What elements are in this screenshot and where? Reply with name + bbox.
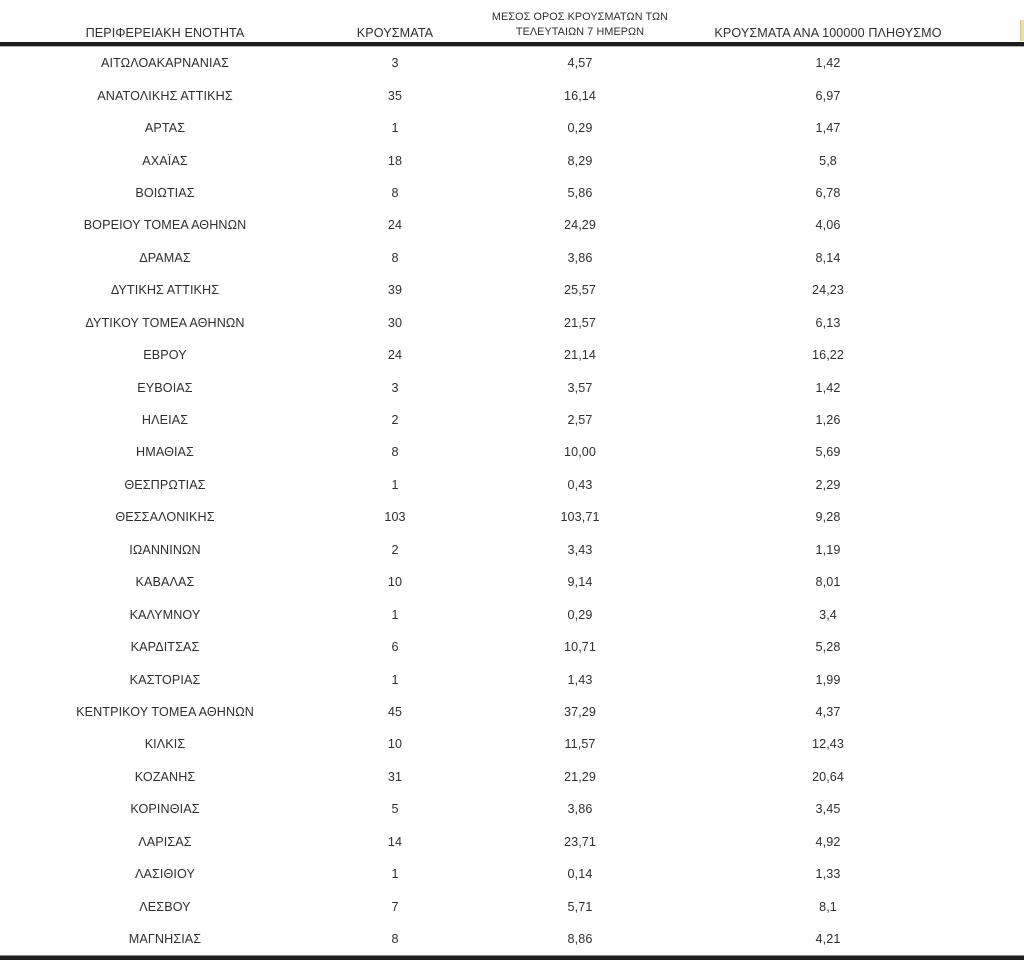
per100k-cell: 1,42 [815, 380, 841, 395]
avg7-cell: 0,43 [567, 477, 593, 492]
per100k-cell: 8,14 [815, 250, 841, 265]
avg7-cell: 21,29 [563, 769, 596, 784]
per100k-cell: 2,29 [815, 477, 841, 492]
region-cell: ΚΟΡΙΝΘΙΑΣ [130, 802, 200, 817]
region-cell: ΗΜΑΘΙΑΣ [136, 445, 194, 460]
per100k-cell: 20,64 [811, 769, 844, 784]
bottom-rule [0, 955, 1024, 960]
table-row [0, 209, 1024, 241]
region-cell: ΗΛΕΙΑΣ [141, 413, 189, 428]
avg7-cell: 3,86 [567, 802, 593, 817]
cases-cell: 10 [387, 575, 403, 590]
region-cell: ΛΕΣΒΟΥ [139, 899, 191, 914]
region-cell: ΒΟΙΩΤΙΑΣ [135, 185, 195, 200]
cases-cell: 35 [387, 88, 403, 103]
region-cell: ΕΒΡΟΥ [143, 348, 187, 363]
cases-cell: 6 [391, 640, 399, 655]
avg7-cell: 0,29 [567, 121, 593, 136]
avg7-cell: 3,86 [567, 250, 593, 265]
region-cell: ΙΩΑΝΝΙΝΩΝ [129, 542, 201, 557]
table-row [0, 826, 1024, 858]
avg7-cell: 3,43 [567, 542, 593, 557]
cases-cell: 24 [387, 348, 403, 363]
avg7-cell: 2,57 [567, 413, 593, 428]
region-cell: ΚΟΖΑΝΗΣ [134, 769, 196, 784]
table-header-row [0, 0, 1024, 42]
cases-cell: 10 [387, 737, 403, 752]
avg7-cell: 21,14 [563, 348, 596, 363]
cases-cell: 5 [391, 802, 399, 817]
region-cell: ΚΑΣΤΟΡΙΑΣ [129, 672, 201, 687]
table-row [0, 598, 1024, 630]
region-cell: ΘΕΣΣΑΛΟΝΙΚΗΣ [115, 510, 215, 525]
table-row [0, 663, 1024, 695]
cases-cell: 3 [391, 380, 399, 395]
avg7-cell: 10,71 [563, 640, 596, 655]
col-header-cases: ΚΡΟΥΣΜΑΤΑ [356, 26, 434, 41]
avg7-cell: 8,29 [567, 153, 593, 168]
table-row [0, 728, 1024, 760]
per100k-cell: 4,92 [815, 834, 841, 849]
region-cell: ΛΑΡΙΣΑΣ [138, 834, 192, 849]
cases-cell: 8 [391, 445, 399, 460]
cases-cell: 103 [384, 510, 406, 525]
per100k-cell: 4,21 [815, 932, 841, 947]
table-row [0, 404, 1024, 436]
avg7-cell: 23,71 [563, 834, 596, 849]
cases-cell: 8 [391, 250, 399, 265]
avg7-cell: 10,00 [563, 445, 596, 460]
region-cell: ΑΝΑΤΟΛΙΚΗΣ ΑΤΤΙΚΗΣ [97, 88, 233, 103]
table-row [0, 242, 1024, 274]
region-cell: ΑΙΤΩΛΟΑΚΑΡΝΑΝΙΑΣ [101, 56, 229, 71]
region-cell: ΑΡΤΑΣ [144, 121, 186, 136]
col-header-avg7 [460, 10, 700, 41]
col-header-avg7-line1: ΜΕΣΟΣ ΟΡΟΣ ΚΡΟΥΣΜΑΤΩΝ ΤΩΝ [491, 10, 669, 23]
per100k-cell: 3,4 [819, 607, 837, 622]
per100k-cell: 3,45 [815, 802, 841, 817]
per100k-cell: 5,69 [815, 445, 841, 460]
col-header-region: ΠΕΡΙΦΕΡΕΙΑΚΗ ΕΝΟΤΗΤΑ [85, 26, 245, 41]
avg7-cell: 103,71 [560, 510, 600, 525]
per100k-cell: 8,1 [819, 899, 837, 914]
table-row [0, 923, 1024, 955]
per100k-cell: 8,01 [815, 575, 841, 590]
table-row [0, 534, 1024, 566]
cases-cell: 30 [387, 315, 403, 330]
avg7-cell: 0,14 [567, 867, 593, 882]
avg7-cell: 8,86 [567, 932, 593, 947]
table-row [0, 631, 1024, 663]
table-row [0, 696, 1024, 728]
region-cell: ΚΙΛΚΙΣ [144, 737, 186, 752]
table-row [0, 436, 1024, 468]
per100k-cell: 4,06 [815, 218, 841, 233]
region-cell: ΛΑΣΙΘΙΟΥ [135, 867, 195, 882]
region-cell: ΚΕΝΤΡΙΚΟΥ ΤΟΜΕΑ ΑΘΗΝΩΝ [76, 704, 254, 719]
avg7-cell: 21,57 [563, 315, 596, 330]
cases-cell: 31 [387, 769, 403, 784]
cases-cell: 1 [391, 121, 399, 136]
region-cell: ΕΥΒΟΙΑΣ [137, 380, 193, 395]
region-cell: ΘΕΣΠΡΩΤΙΑΣ [124, 477, 206, 492]
table-row [0, 469, 1024, 501]
avg7-cell: 16,14 [563, 88, 596, 103]
avg7-cell: 9,14 [567, 575, 593, 590]
table-row [0, 371, 1024, 403]
avg7-cell: 37,29 [563, 704, 596, 719]
per100k-cell: 5,28 [815, 640, 841, 655]
table-row [0, 79, 1024, 111]
cases-cell: 1 [391, 477, 399, 492]
col-header-avg7-line2: ΤΕΛΕΥΤΑΙΩΝ 7 ΗΜΕΡΩΝ [515, 26, 645, 39]
cases-cell: 45 [387, 704, 403, 719]
table-row [0, 47, 1024, 79]
avg7-cell: 11,57 [564, 737, 596, 752]
table-body [0, 47, 1024, 955]
cases-cell: 8 [391, 185, 399, 200]
cases-cell: 39 [387, 283, 403, 298]
region-cell: ΚΑΡΔΙΤΣΑΣ [130, 640, 200, 655]
per100k-cell: 4,37 [815, 704, 841, 719]
region-cell: ΔΥΤΙΚΗΣ ΑΤΤΙΚΗΣ [110, 283, 220, 298]
per100k-cell: 1,47 [815, 121, 841, 136]
per100k-cell: 1,19 [815, 542, 841, 557]
region-cell: ΑΧΑΪΑΣ [142, 153, 188, 168]
avg7-cell: 3,57 [567, 380, 593, 395]
per100k-cell: 1,26 [815, 413, 841, 428]
table-row [0, 501, 1024, 533]
per100k-cell: 1,42 [815, 56, 841, 71]
avg7-cell: 24,29 [563, 218, 596, 233]
table-row [0, 274, 1024, 306]
per100k-cell: 5,8 [819, 153, 837, 168]
region-cell: ΜΑΓΝΗΣΙΑΣ [128, 932, 202, 947]
table-row [0, 761, 1024, 793]
per100k-cell: 1,33 [815, 867, 841, 882]
per100k-cell: 6,78 [815, 185, 841, 200]
per100k-cell: 1,99 [815, 672, 841, 687]
per100k-cell: 16,22 [811, 348, 844, 363]
cases-cell: 24 [387, 218, 403, 233]
region-cell: ΚΑΛΥΜΝΟΥ [129, 607, 201, 622]
avg7-cell: 5,71 [567, 899, 593, 914]
cases-cell: 14 [387, 834, 403, 849]
table-row [0, 307, 1024, 339]
per100k-cell: 6,97 [815, 88, 841, 103]
cases-cell: 8 [391, 932, 399, 947]
cases-cell: 7 [391, 899, 399, 914]
avg7-cell: 1,43 [567, 672, 593, 687]
col-header-per100k: ΚΡΟΥΣΜΑΤΑ ΑΝΑ 100000 ΠΛΗΘΥΣΜΟ [714, 26, 942, 41]
table-row [0, 144, 1024, 176]
per100k-cell: 9,28 [815, 510, 841, 525]
cases-cell: 18 [387, 153, 403, 168]
table-row [0, 566, 1024, 598]
region-cell: ΔΡΑΜΑΣ [139, 250, 191, 265]
table-row [0, 339, 1024, 371]
region-cell: ΔΥΤΙΚΟΥ ΤΟΜΕΑ ΑΘΗΝΩΝ [85, 315, 245, 330]
table-row [0, 177, 1024, 209]
table-row [0, 112, 1024, 144]
cases-cell: 1 [391, 672, 399, 687]
avg7-cell: 5,86 [567, 185, 593, 200]
table-row [0, 890, 1024, 922]
edge-highlight-fragment [1020, 20, 1024, 41]
region-cell: ΒΟΡΕΙΟΥ ΤΟΜΕΑ ΑΘΗΝΩΝ [83, 218, 247, 233]
cases-cell: 2 [391, 413, 399, 428]
cases-cell: 3 [391, 56, 399, 71]
cases-cell: 1 [391, 867, 399, 882]
table-row [0, 793, 1024, 825]
region-cell: ΚΑΒΑΛΑΣ [135, 575, 195, 590]
avg7-cell: 25,57 [563, 283, 596, 298]
per100k-cell: 6,13 [815, 315, 841, 330]
table-row [0, 858, 1024, 890]
cases-cell: 2 [391, 542, 399, 557]
avg7-cell: 4,57 [567, 56, 593, 71]
per100k-cell: 24,23 [811, 283, 844, 298]
per100k-cell: 12,43 [811, 737, 844, 752]
avg7-cell: 0,29 [567, 607, 593, 622]
cases-cell: 1 [391, 607, 399, 622]
